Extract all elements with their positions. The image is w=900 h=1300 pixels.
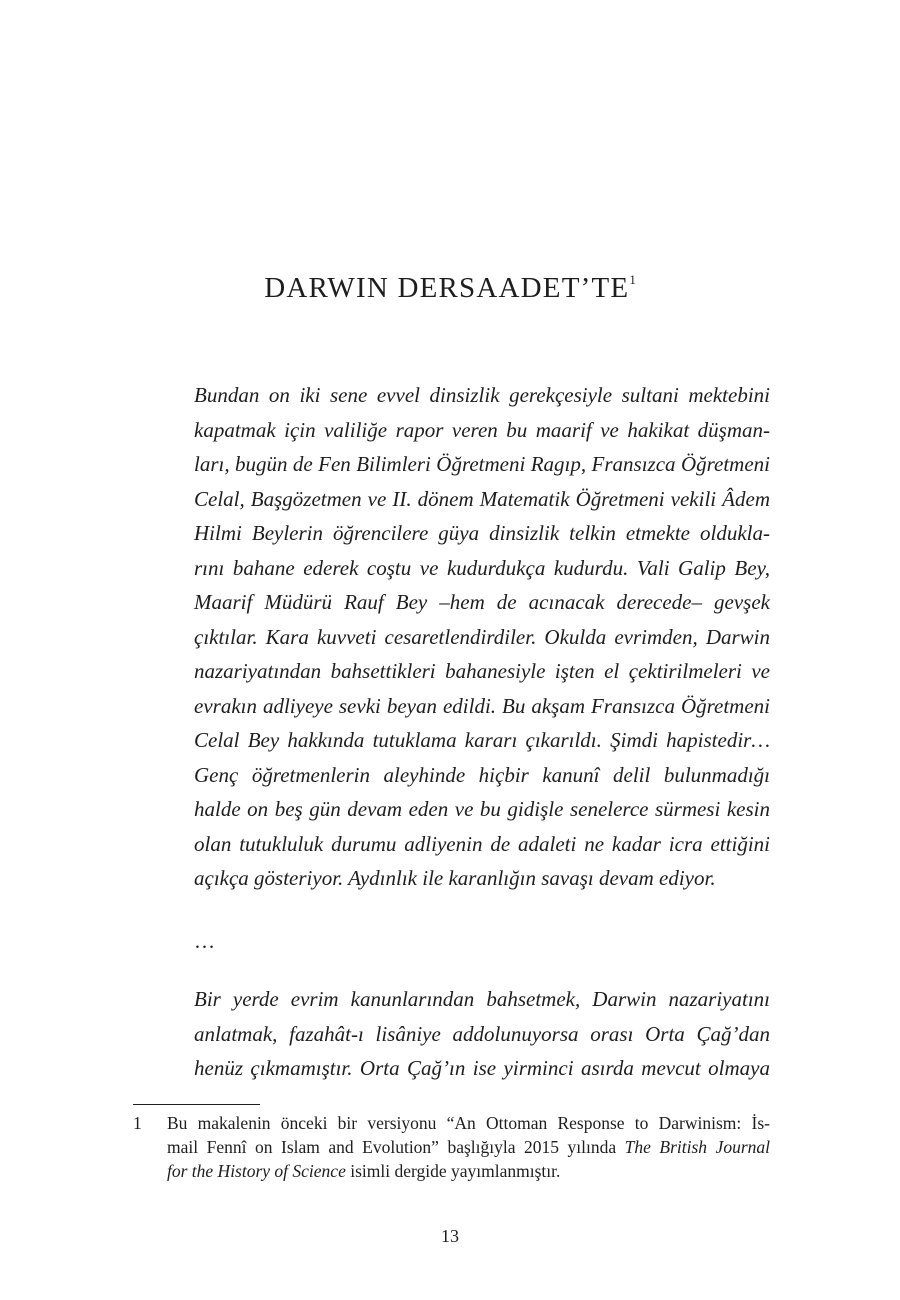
footnote-text-segment: mail Fennî on Islam and Evolution” başlığıyla 2015 yılında bbox=[167, 1137, 625, 1157]
text-line: açıkça gösteriyor. Aydınlık ile karanlığın savaşı devam ediyor. bbox=[194, 866, 716, 890]
text-line: Celal, Başgözetmen ve II. dönem Matematik Öğretmeni vekili Âdem bbox=[194, 486, 770, 511]
text-line: evrakın adliyeye sevki beyan edildi. Bu akşam Fransızca Öğretmeni bbox=[194, 693, 770, 718]
body-paragraph-1 bbox=[194, 378, 770, 896]
chapter-title-text: DARWIN DERSAADET’TE bbox=[264, 272, 630, 304]
text-line: halde on beş gün devam eden ve bu gidişle senelerce sürmesi kesin bbox=[194, 797, 770, 821]
section-ellipsis: … bbox=[194, 929, 215, 953]
journal-title: for the History of Science bbox=[167, 1161, 346, 1181]
footnote-separator bbox=[133, 1104, 260, 1105]
text-line: Genç öğretmenlerin aleyhinde hiçbir kanunî delil bulunmadığı bbox=[194, 762, 770, 787]
text-line: olan tutukluluk durumu adliyenin de adaleti ne kadar icra ettiğini bbox=[194, 831, 770, 856]
footnote-text bbox=[167, 1111, 770, 1183]
footnote-text-segment: isimli dergide yayımlanmıştır. bbox=[345, 1161, 561, 1181]
footnote-number: 1 bbox=[133, 1113, 142, 1133]
journal-title: The British Journal bbox=[624, 1137, 770, 1157]
footnote-line bbox=[167, 1159, 770, 1183]
text-line: nazariyatından bahsettikleri bahanesiyle işten el çektirilmeleri ve bbox=[194, 659, 770, 683]
text-line: Celal Bey hakkında tutuklama kararı çıkarıldı. Şimdi hapistedir… bbox=[194, 728, 770, 752]
text-line: çıktılar. Kara kuvveti cesaretlendirdiler. Okulda evrimden, Darwin bbox=[194, 624, 770, 649]
text-line: Hilmi Beylerin öğrencilere güya dinsizlik telkin etmekte oldukla- bbox=[194, 521, 770, 545]
text-line: Bir yerde evrim kanunlarından bahsetmek, Darwin nazariyatını bbox=[194, 987, 770, 1011]
footnote-line: Bu makalenin önceki bir versiyonu “An Ottoman Response to Darwinism: İs- bbox=[167, 1113, 770, 1133]
text-line: Maarif Müdürü Rauf Bey –hem de acınacak derecede– gevşek bbox=[194, 590, 770, 614]
text-line: anlatmak, fazahât-ı lisâniye addolunuyorsa orası Orta Çağ’dan bbox=[194, 1021, 770, 1046]
text-line: Bundan on iki sene evvel dinsizlik gerekçesiyle sultani mektebini bbox=[194, 383, 770, 407]
footnote-reference: 1 bbox=[629, 272, 636, 287]
body-paragraph-2 bbox=[194, 982, 770, 1086]
text-line: kapatmak için valiliğe rapor veren bu maarif ve hakikat düşman- bbox=[194, 417, 770, 442]
text-line: rını bahane ederek coştu ve kudurdukça kudurdu. Vali Galip Bey, bbox=[194, 555, 770, 580]
text-line: ları, bugün de Fen Bilimleri Öğretmeni Ragıp, Fransızca Öğretmeni bbox=[194, 452, 770, 476]
footnote-line bbox=[167, 1135, 770, 1159]
chapter-title bbox=[0, 268, 900, 313]
page-number: 13 bbox=[441, 1226, 459, 1246]
text-line: henüz çıkmamıştır. Orta Çağ’ın ise yirminci asırda mevcut olmaya bbox=[194, 1056, 770, 1080]
